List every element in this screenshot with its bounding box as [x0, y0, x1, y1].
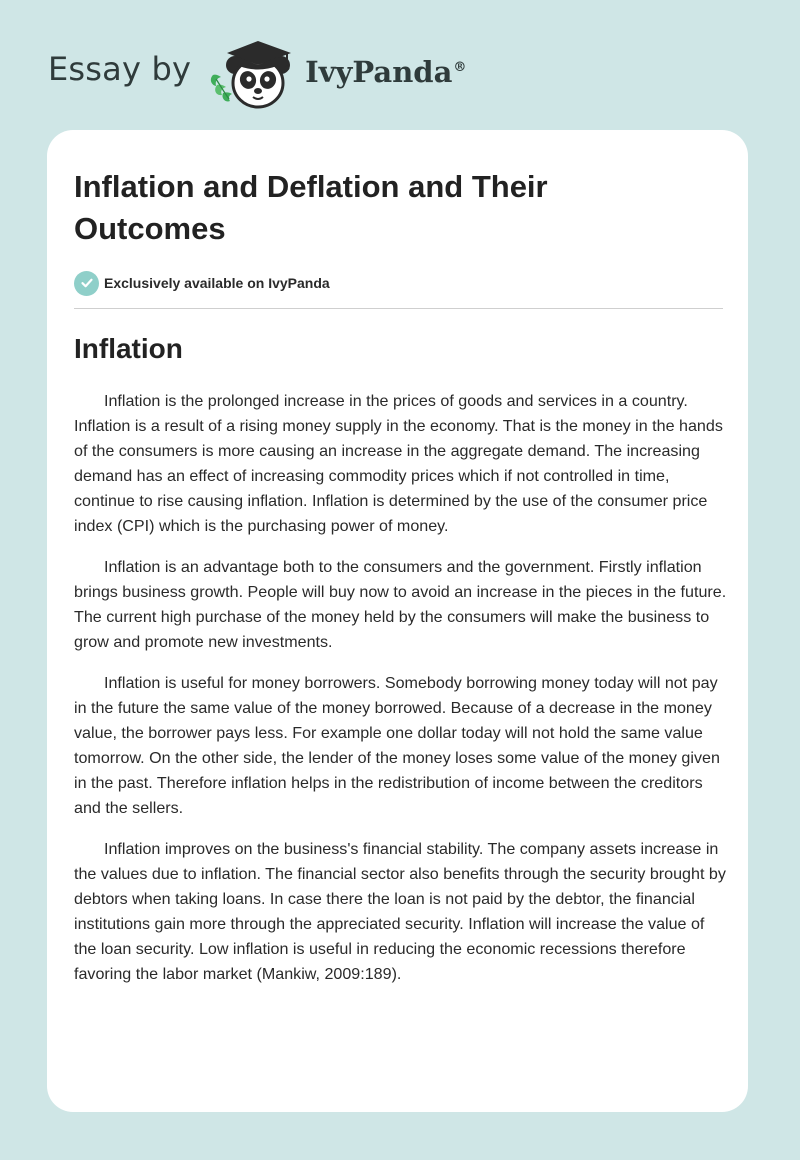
paragraph: Inflation improves on the business's financial stability. The company assets increase in the values due to inflation. The financial sector also benefits through the security brought by debtors when taking loans. In case there the loan is not paid by the debtor, the financial institutions gain more through the appreciated security. Inflation will increase the value of the loan security. Low inflation is useful in reducing the economic recessions therefore favoring the labor market (Mankiw, 2009:189).	[74, 840, 726, 983]
paragraph: Inflation is the prolonged increase in the prices of goods and services in a country. Inflation is a result of a rising money supply in the economy. That is the money in the hands of the consumers is more causing an increase in the aggregate demand. The increasing demand has an effect of increasing commodity prices which if not controlled in time, continue to rise causing inflation. Inflation is determined by the use of the consumer price index (CPI) which is the purchasing power of money.	[74, 392, 723, 535]
divider	[74, 308, 723, 309]
brand-name-text: IvyPanda	[305, 55, 453, 89]
essay-card	[47, 130, 748, 1112]
brand-header[interactable]	[48, 34, 466, 112]
essay-body	[74, 389, 729, 987]
page-title: Inflation and Deflation and Their Outcomes	[74, 169, 548, 246]
registered-mark: ®	[453, 60, 467, 76]
ivy-leaf-icon	[211, 75, 232, 102]
brand-name	[305, 55, 466, 89]
exclusive-badge	[74, 269, 722, 297]
badge-text: Exclusively available on IvyPanda	[104, 275, 330, 291]
section-heading: Inflation	[74, 333, 183, 364]
paragraph: Inflation is an advantage both to the consumers and the government. Firstly inflation brings business growth. People will buy now to avoid an increase in the pieces in the future. The current high purchase of the money held by the consumers will make the business to grow and promote new investments.	[74, 558, 727, 651]
panda-graduate-icon	[207, 35, 299, 111]
brand-prefix: Essay by	[48, 50, 192, 88]
paragraph: Inflation is useful for money borrowers. Somebody borrowing money today will not pay in the future the same value of the money borrowed. Because of a decrease in the money value, the borrower pays less. For example one dollar today will not hold the same value tomorrow. On the other side, the lender of the money loses some value of the money given in the past. Therefore inflation helps in the redistribution of income between the creditors and the sellers.	[74, 674, 720, 817]
check-circle-icon	[74, 271, 99, 296]
